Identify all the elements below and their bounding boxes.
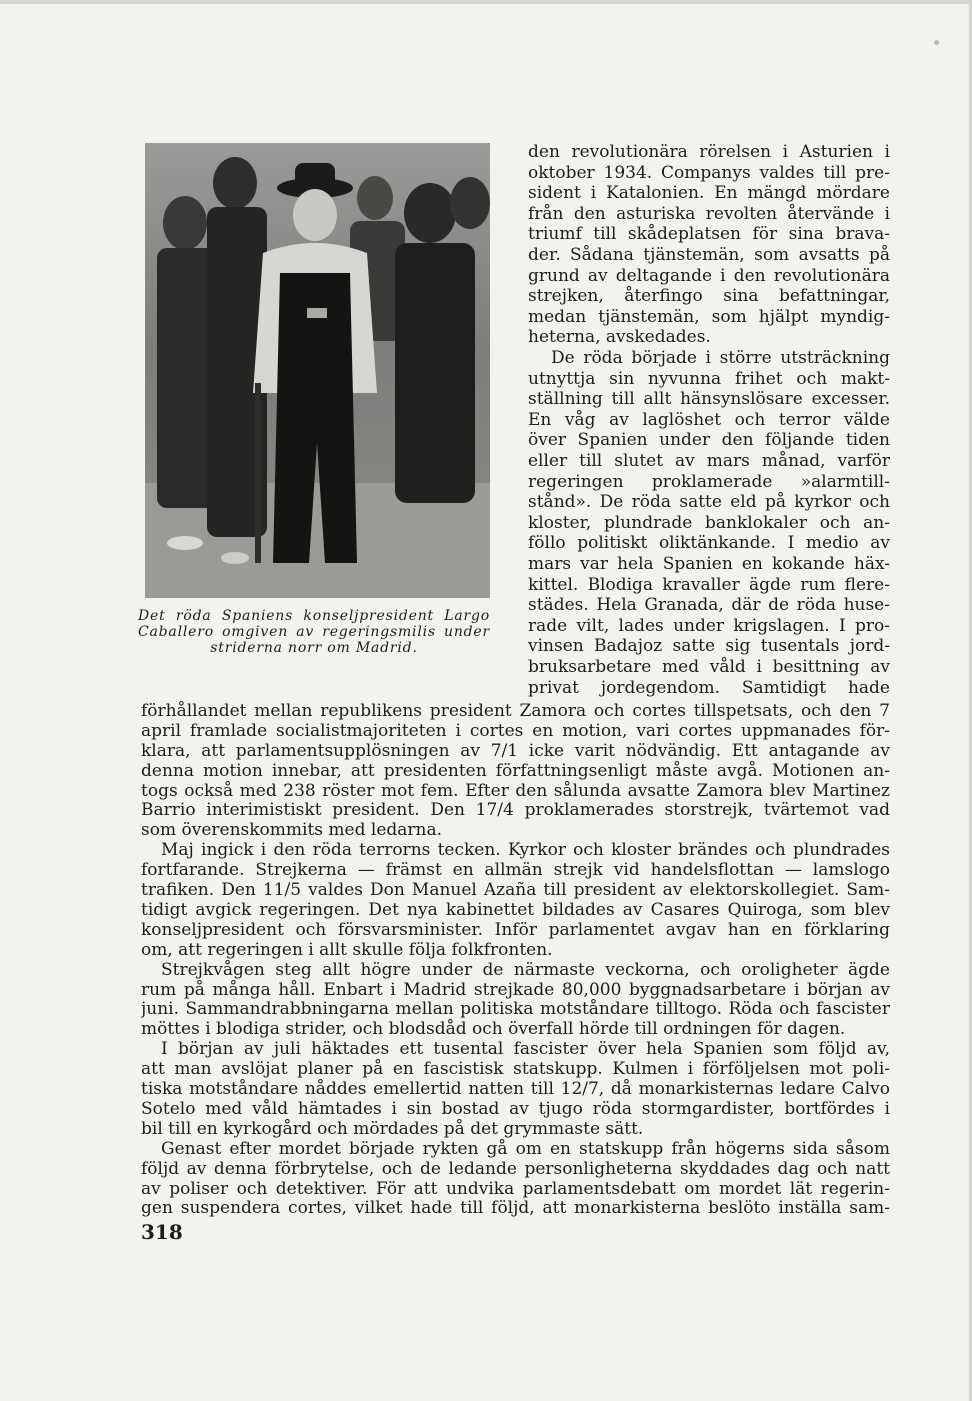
column-text-line: över Spanien under den följande tiden: [528, 430, 890, 451]
body-text-line: följd av denna förbrytelse, och de ledande personligheterna skyddades dag och natt: [141, 1158, 890, 1179]
column-text-line: der. Sådana tjänstemän, som avsatts på: [528, 245, 890, 265]
column-text-line: från den asturiska revolten återvände i: [528, 203, 890, 224]
body-text-line: Barrio interimistiskt president. Den 17/4 proklamerades storstrejk, tvärtemot vad: [141, 800, 890, 821]
column-text-line: medan tjänstemän, som hjälpt myndig-: [528, 306, 890, 327]
photograph: [145, 143, 490, 598]
body-text-line: trafiken. Den 11/5 valdes Don Manuel Azaña till president av elektorskollegiet. Sam-: [141, 880, 890, 900]
body-text-line: denna motion innebar, att presidenten författningsenligt måste avgå. Motionen an-: [141, 760, 890, 781]
column-text-line: heterna, avskedades.: [528, 327, 711, 348]
column-text-line: utnyttja sin nyvunna frihet och makt-: [528, 368, 890, 389]
body-text-line: fortfarande. Strejkerna — främst en allmän strejk vid handelsflottan — lamslogo: [141, 860, 890, 881]
body-text-line: gen suspendera cortes, vilket hade till följd, att monarkisterna beslöto inställa sam-: [141, 1198, 890, 1219]
column-text-line: föllo politiskt oliktänkande. I medio av: [528, 533, 890, 554]
column-text-line: den revolutionära rörelsen i Asturien i: [528, 142, 890, 162]
body-text-line: förhållandet mellan republikens president Zamora och cortes tillspetsats, och den 7: [141, 700, 890, 721]
column-text-line: ställning till allt hänsynslösare excesser.: [528, 389, 890, 410]
column-text-line: kittel. Blodiga kravaller ägde rum flere-: [528, 574, 890, 595]
body-text-line: om, att regeringen i allt skulle följa folkfronten.: [141, 939, 553, 960]
body-text-line: möttes i blodiga strider, och blodsdåd och överfall hörde till ordningen för dagen.: [141, 1019, 846, 1040]
print-speck: [934, 40, 939, 45]
body-text-line: att man avslöjat planer på en fascistisk statskupp. Kulmen i förföljelsen mot poli-: [141, 1059, 890, 1080]
body-text-line: Sotelo med våld hämtades i sin bostad av tjugo röda stormgardister, bortfördes i: [141, 1098, 890, 1119]
body-text-line: Strejkvågen steg allt högre under de närmaste veckorna, och oroligheter ägde: [161, 959, 890, 980]
page-number: 318: [141, 1220, 183, 1244]
body-text-line: rum på många håll. Enbart i Madrid strejkade 80,000 byggnadsarbetare i början av: [141, 979, 890, 1000]
column-text-line: eller till slutet av mars månad, varför: [528, 451, 890, 471]
body-text-line: konseljpresident och försvarsminister. Inför parlamentet avgav han en förklaring: [141, 919, 890, 940]
column-text-line: kloster, plundrade banklokaler och an-: [528, 512, 890, 533]
column-text-line: regeringen proklamerade »alarmtill-: [528, 471, 890, 492]
column-text-line: oktober 1934. Companys valdes till pre-: [528, 162, 890, 183]
body-text-line: togs också med 238 röster mot fem. Efter den sålunda avsatte Zamora blev Martinez: [141, 780, 890, 801]
body-text-line: av poliser och detektiver. För att undvika parlamentsdebatt om mordet lät regerin-: [141, 1178, 890, 1199]
body-text-line: bil till en kyrkogård och mördades på det grymmaste sätt.: [141, 1118, 644, 1139]
photo-militia-group-image: [145, 143, 490, 598]
page-edge: [0, 0, 972, 4]
column-text-line: stånd». De röda satte eld på kyrkor och: [528, 492, 890, 513]
column-text-line: sident i Katalonien. En mängd mördare: [528, 183, 890, 204]
column-text-line: strejken, återfingo sina befattningar,: [528, 286, 890, 307]
column-text-line: grund av deltagande i den revolutionära: [528, 265, 890, 286]
body-text-line: tiska motståndare nåddes emellertid natten till 12/7, då monarkisternas ledare Calvo: [141, 1079, 890, 1099]
column-text-line: bruksarbetare med våld i besittning av: [528, 657, 890, 677]
column-text-line: De röda började i större utsträckning: [551, 348, 890, 368]
column-text-line: En våg av laglöshet och terror välde: [528, 409, 890, 430]
body-text-line: tidigt avgick regeringen. Det nya kabinettet bildades av Casares Quiroga, som blev: [141, 899, 890, 920]
column-text-line: triumf till skådeplatsen för sina brava-: [528, 224, 890, 245]
body-text-line: Maj ingick i den röda terrorns tecken. Kyrkor och kloster brändes och plundrades: [161, 840, 890, 861]
body-text-line: som överenskommits med ledarna.: [141, 820, 443, 841]
column-text-line: rade vilt, lades under krigslagen. I pro-: [528, 615, 890, 636]
column-text-line: privat jordegendom. Samtidigt hade: [528, 677, 890, 698]
body-text-line: juni. Sammandrabbningarna mellan politiska motståndare tilltogo. Röda och fascister: [141, 999, 890, 1020]
body-text-line: Genast efter mordet började rykten gå om en statskupp från högerns sida såsom: [161, 1138, 890, 1159]
photo-caption: Det röda Spaniens konseljpresident Largo Caballero omgiven av regeringsmilis under striderna norr om Madrid.: [138, 608, 490, 656]
body-text-line: I början av juli häktades ett tusental fascister över hela Spanien som följd av,: [161, 1039, 890, 1060]
body-text-line: klara, att parlamentsupplösningen av 7/1 icke varit nödvändig. Ett antagande av: [141, 740, 890, 761]
column-text-line: mars var hela Spanien en kokande häx-: [528, 554, 890, 574]
body-text-line: april framlade socialistmajoriteten i cortes en motion, vari cortes uppmanades för-: [141, 720, 890, 741]
column-text-line: städes. Hela Granada, där de röda huse-: [528, 595, 890, 616]
column-text-line: vinsen Badajoz satte sig tusentals jord-: [528, 636, 890, 657]
